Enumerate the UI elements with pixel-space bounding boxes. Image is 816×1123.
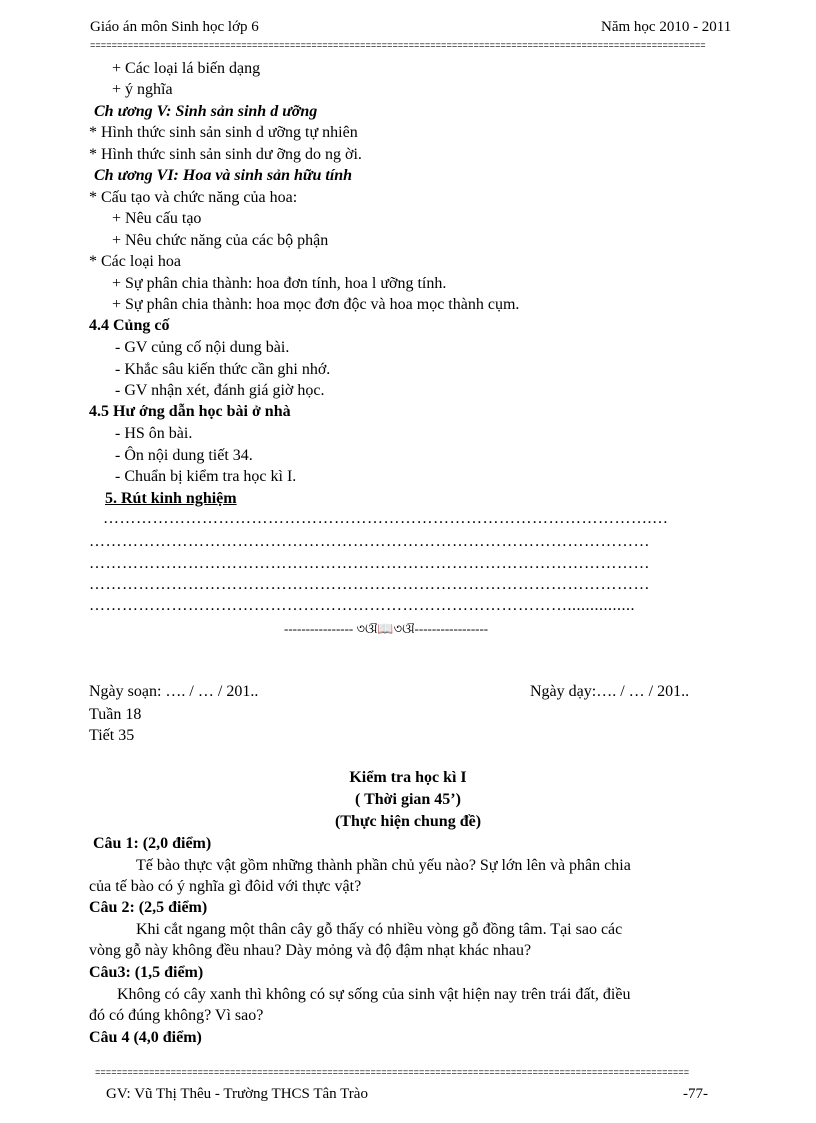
dotted-line: ………………………………………………………………………………………… xyxy=(89,555,650,572)
list-item: + Các loại lá biến dạng xyxy=(112,60,261,77)
list-item: - HS ôn bài. xyxy=(115,425,193,442)
chapter-5-title: Ch ương V: Sinh sản sinh d ưỡng xyxy=(94,103,318,120)
list-item: - GV nhận xét, đánh giá giờ học. xyxy=(115,382,325,399)
footer-rule: ============================================================================================================== xyxy=(95,1068,690,1078)
teach-date: Ngày dạy:…. / … / 201.. xyxy=(530,683,690,700)
separator-ornament: ---------------- ৩ଔ📖৩ଔ----------------- xyxy=(284,621,489,636)
header-right: Năm học 2010 - 2011 xyxy=(601,19,732,35)
list-item: + ý nghĩa xyxy=(112,81,173,98)
dotted-line: ………………………………………………………………………………………… xyxy=(89,533,650,550)
dotted-line: ………………………………………………………………………………………… xyxy=(89,576,650,593)
question-label: Câu 2: (2,5 điểm) xyxy=(89,899,208,916)
page-number: -77- xyxy=(683,1086,708,1102)
section-experience-title: 5. Rút kinh nghiệm xyxy=(105,490,237,507)
footer-left: GV: Vũ Thị Thêu - Trường THCS Tân Trào xyxy=(106,1086,368,1102)
section-consolidate-title: 4.4 Củng cố xyxy=(89,317,170,334)
question-label: Câu 4 (4,0 điểm) xyxy=(89,1029,202,1046)
prep-date: Ngày soạn: …. / … / 201.. xyxy=(89,683,259,700)
question-text: của tế bào có ý nghĩa gì đôid với thực vật? xyxy=(89,878,362,895)
header-left: Giáo án môn Sinh học lớp 6 xyxy=(90,19,259,35)
list-item: + Nêu chức năng của các bộ phận xyxy=(112,232,329,249)
list-item: - Ôn nội dung tiết 34. xyxy=(115,447,253,464)
exam-title: Kiểm tra học kì I xyxy=(349,769,467,786)
week: Tuần 18 xyxy=(89,706,142,723)
list-item: - Chuẩn bị kiểm tra học kì I. xyxy=(115,468,297,485)
list-item: - Khắc sâu kiến thức cần ghi nhớ. xyxy=(115,361,331,378)
question-text: Không có cây xanh thì không có sự sống của sinh vật hiện nay trên trái đất, điều xyxy=(117,986,631,1003)
list-item: * Hình thức sinh sản sinh d ưỡng tự nhiên xyxy=(89,124,358,141)
question-text: Tế bào thực vật gồm những thành phần chủ yếu nào? Sự lớn lên và phân chia xyxy=(136,857,631,874)
question-label: Câu 1: (2,0 điểm) xyxy=(93,835,212,852)
list-item: + Sự phân chia thành: hoa mọc đơn độc và hoa mọc thành cụm. xyxy=(112,296,520,313)
header-rule: ================================================================================================================== xyxy=(90,41,706,51)
list-item: * Hình thức sinh sản sinh dư ỡng do ng ời. xyxy=(89,146,362,163)
question-text: vòng gỗ này không đều nhau? Dày mỏng và độ đậm nhạt khác nhau? xyxy=(89,942,532,959)
list-item: * Cấu tạo và chức năng của hoa: xyxy=(89,189,298,206)
dotted-line: ……………………………………………………………………………............... xyxy=(89,597,635,614)
question-label: Câu3: (1,5 điểm) xyxy=(89,964,204,981)
dotted-line: ……………………………………………………………………………………….… xyxy=(103,510,669,527)
question-text: đó có đúng không? Vì sao? xyxy=(89,1007,264,1024)
list-item: * Các loại hoa xyxy=(89,253,181,270)
question-text: Khi cắt ngang một thân cây gỗ thấy có nhiều vòng gỗ đồng tâm. Tại sao các xyxy=(136,921,623,938)
section-homework-title: 4.5 Hư ớng dẫn học bài ở nhà xyxy=(89,403,291,420)
period: Tiết 35 xyxy=(89,727,135,744)
exam-time: ( Thời gian 45’) xyxy=(355,791,461,808)
exam-note: (Thực hiện chung đề) xyxy=(334,813,482,830)
list-item: + Nêu cấu tạo xyxy=(112,210,202,227)
chapter-6-title: Ch ương VI: Hoa và sinh sản hữu tính xyxy=(94,167,353,184)
list-item: - GV củng cố nội dung bài. xyxy=(115,339,290,356)
list-item: + Sự phân chia thành: hoa đơn tính, hoa l ưỡng tính. xyxy=(112,275,447,292)
